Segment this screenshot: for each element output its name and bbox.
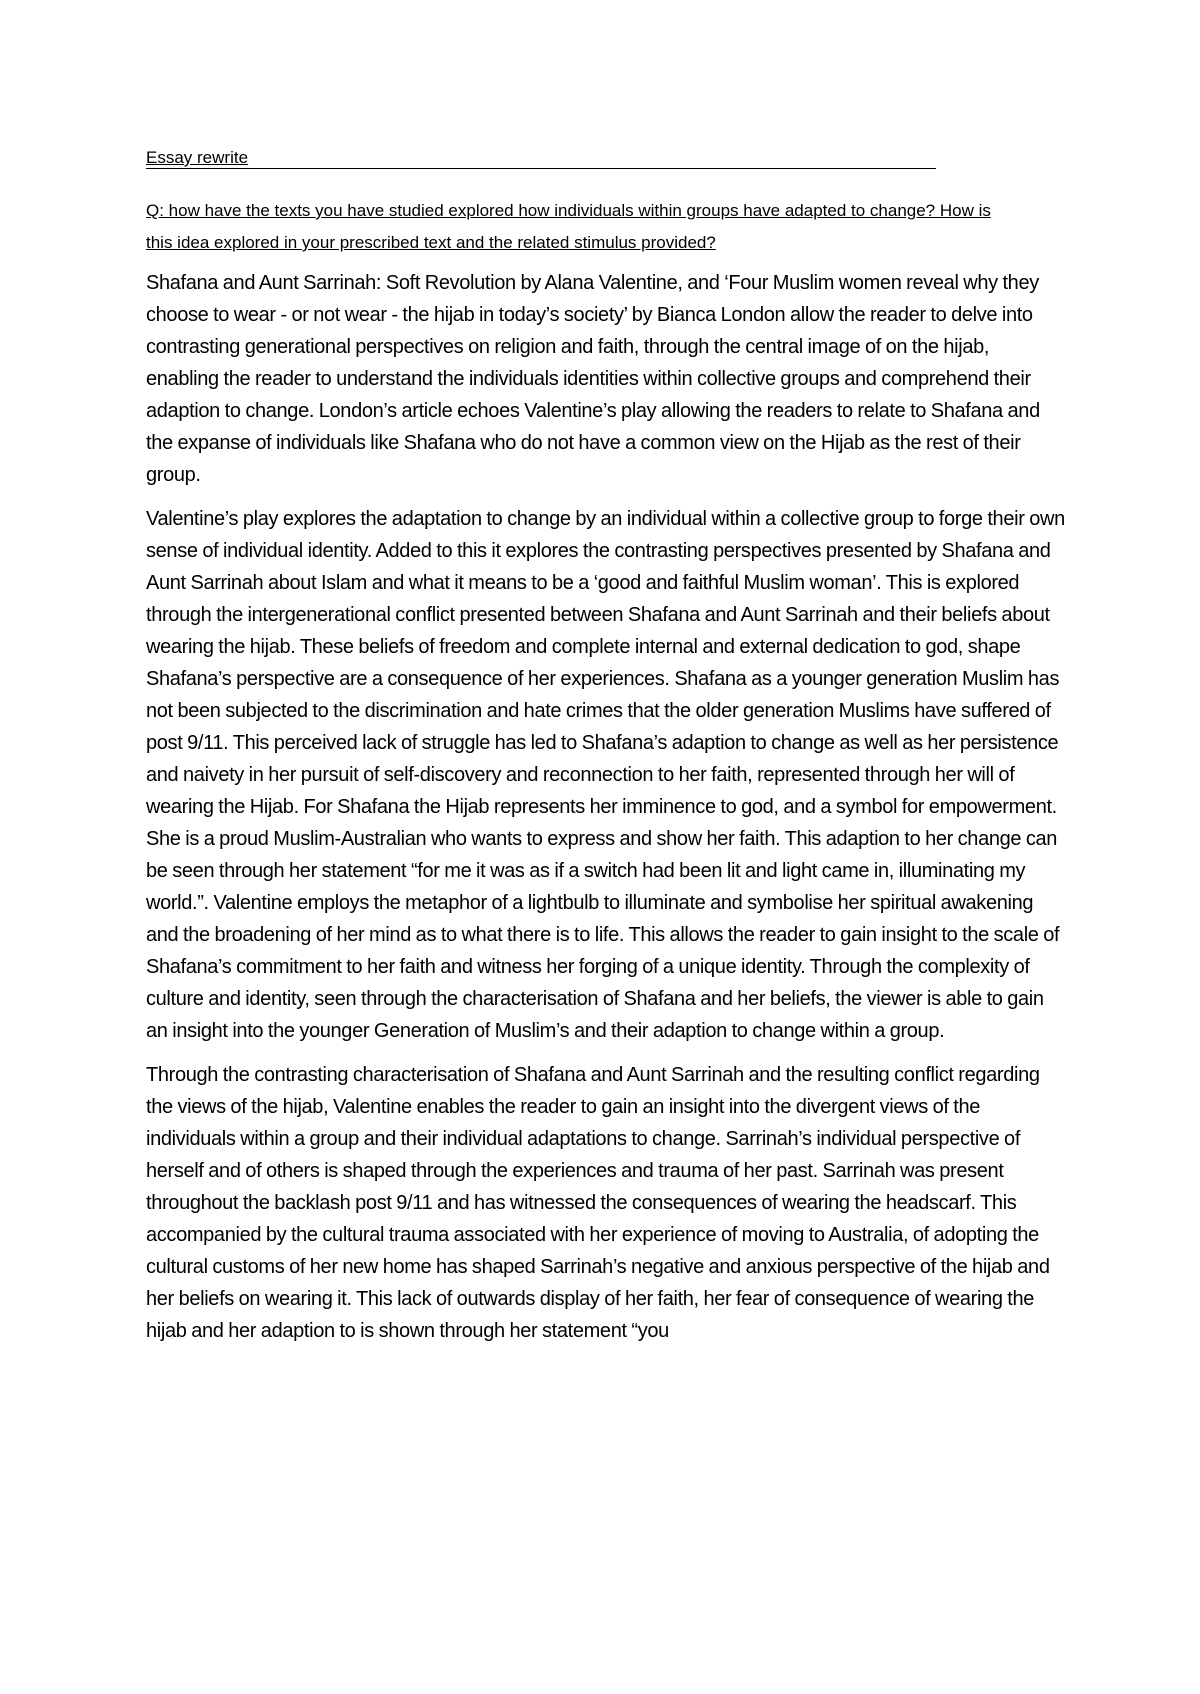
- heading-text: Essay rewrite: [146, 148, 249, 167]
- question-text: how have the texts you have studied explored how individuals within groups have adapted to change? How is this idea explored in your prescribed text and the related stimulus provided?: [146, 201, 991, 252]
- question-label: Q:: [146, 201, 164, 220]
- paragraph-2: Valentine’s play explores the adaptation to change by an individual within a collective group to forge their own sense of individual identity. Added to this it explores the contrasting perspectives presented by Shafana and Aunt Sarrinah about Islam and what it means to be a ‘good and faithful Muslim woman’. This is explored through the intergenerational conflict presented between Shafana and Aunt Sarrinah and their beliefs about wearing the hijab. These beliefs of freedom and complete internal and external dedication to god, shape Shafana’s perspective are a consequence of her experiences. Shafana as a younger generation Muslim has not been subjected to the discrimination and hate crimes that the older generation Muslims have suffered of post 9/11. This perceived lack of struggle has led to Shafana’s adaption to change as well as her persistence and naivety in her pursuit of self-discovery and reconnection to her faith, represented through her will of wearing the Hijab. For Shafana the Hijab represents her imminence to god, and a symbol for empowerment. She is a proud Muslim-Australian who wants to express and show her faith. This adaption to her change can be seen through her statement “for me it was as if a switch had been lit and light came in, illuminating my world.”. Valentine employs the metaphor of a lightbulb to illuminate and symbolise her spiritual awakening and the broadening of her mind as to what there is to life. This allows the reader to gain insight to the scale of Shafana’s commitment to her faith and witness her forging of a unique identity. Through the complexity of culture and identity, seen through the characterisation of Shafana and her beliefs, the viewer is able to gain an insight into the younger Generation of Muslim’s and their adaption to change within a group.: [146, 508, 1065, 1042]
- essay-question: [146, 195, 1006, 259]
- paragraph-1: Shafana and Aunt Sarrinah: Soft Revolution by Alana Valentine, and ‘Four Muslim women reveal why they choose to wear - or not wear - the hijab in today’s society’ by Bianca London allow the reader to delve into contrasting generational perspectives on religion and faith, through the central image of on the hijab, enabling the reader to understand the individuals identities within collective groups and comprehend their adaption to change. London’s article echoes Valentine’s play allowing the readers to relate to Shafana and the expanse of individuals like Shafana who do not have a common view on the Hijab as the rest of their group.: [146, 272, 1040, 486]
- paragraph-3: Through the contrasting characterisation of Shafana and Aunt Sarrinah and the resulting conflict regarding the views of the hijab, Valentine enables the reader to gain an insight into the divergent views of the individuals within a group and their individual adaptations to change. Sarrinah’s individual perspective of herself and of others is shaped through the experiences and trauma of her past. Sarrinah was present throughout the backlash post 9/11 and has witnessed the consequences of wearing the headscarf. This accompanied by the cultural trauma associated with her experience of moving to Australia, of adopting the cultural customs of her new home has shaped Sarrinah’s negative and anxious perspective of the hijab and her beliefs on wearing it. This lack of outwards display of her faith, her fear of consequence of wearing the hijab and her adaption to is shown through her statement “you: [146, 1064, 1050, 1342]
- document-body: [146, 146, 1066, 1347]
- document-heading: [146, 146, 936, 169]
